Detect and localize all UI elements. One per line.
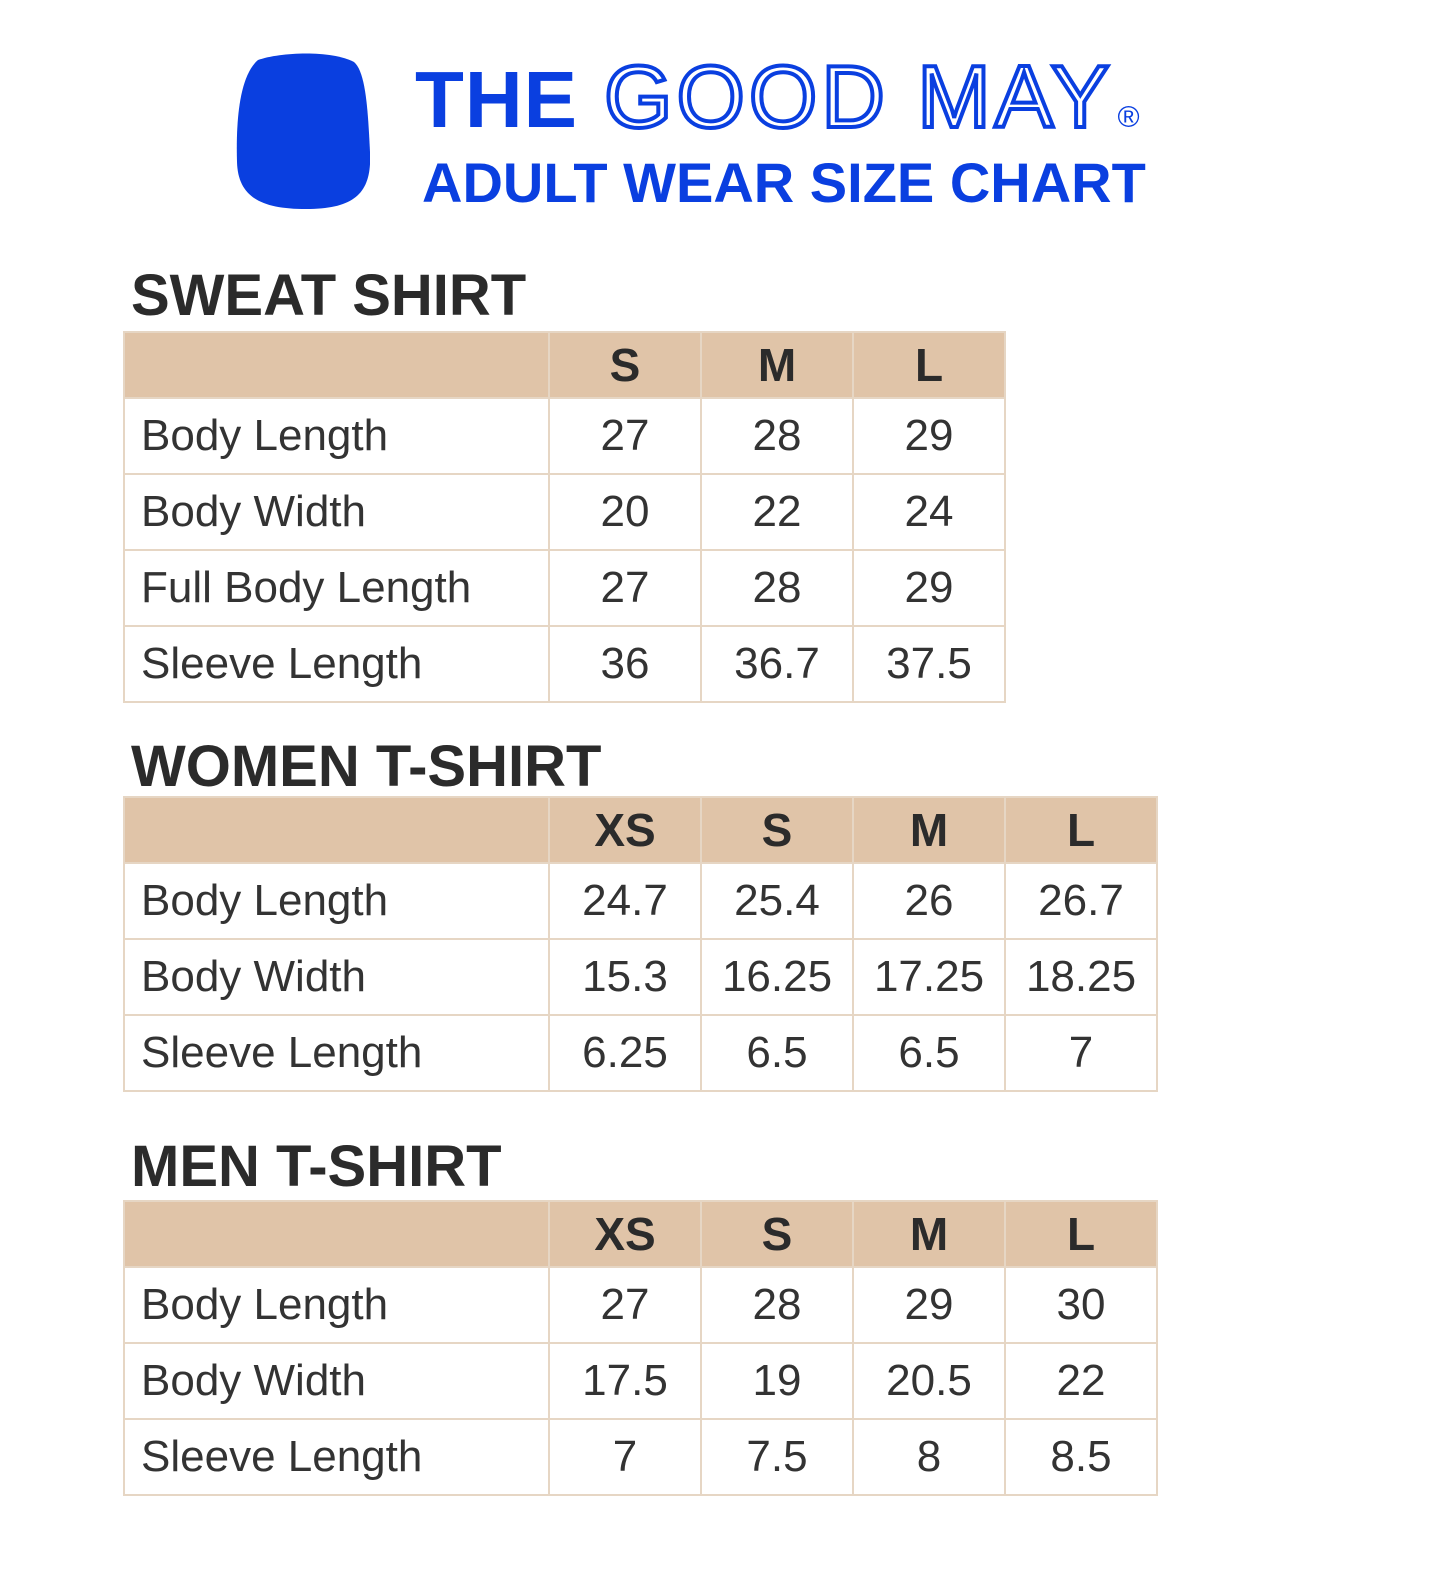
size-table-women-t-shirt — [123, 796, 1158, 1092]
table-cell: 29 — [853, 550, 1005, 626]
table-cell: 22 — [1005, 1343, 1157, 1419]
table-cell: 6.5 — [701, 1015, 853, 1091]
table-cell: 7 — [1005, 1015, 1157, 1091]
row-label: Body Length — [124, 863, 549, 939]
table-row — [124, 1343, 1157, 1419]
table-cell: 28 — [701, 1267, 853, 1343]
table-cell: 6.5 — [853, 1015, 1005, 1091]
table-cell: 7 — [549, 1419, 701, 1495]
logo-blob-icon — [236, 52, 370, 209]
size-header: S — [701, 1201, 853, 1267]
brand-the: THE — [415, 55, 578, 144]
table-cell: 22 — [701, 474, 853, 550]
header-empty-cell — [124, 1201, 549, 1267]
table-cell: 20 — [549, 474, 701, 550]
size-header: L — [853, 332, 1005, 398]
table-cell: 24.7 — [549, 863, 701, 939]
table-cell: 27 — [549, 1267, 701, 1343]
size-header: M — [853, 797, 1005, 863]
section-title-women-t-shirt: WOMEN T-SHIRT — [131, 734, 602, 799]
table-cell: 15.3 — [549, 939, 701, 1015]
table-cell: 29 — [853, 398, 1005, 474]
table-cell: 36.7 — [701, 626, 853, 702]
row-label: Body Width — [124, 939, 549, 1015]
size-header: XS — [549, 1201, 701, 1267]
table-row — [124, 626, 1005, 702]
row-label: Sleeve Length — [124, 626, 549, 702]
table-header-row — [124, 332, 1005, 398]
size-table-men-t-shirt — [123, 1200, 1158, 1496]
registered-mark: ® — [1117, 101, 1140, 134]
table-cell: 24 — [853, 474, 1005, 550]
size-header: XS — [549, 797, 701, 863]
brand-wordmark: GOOD MAY — [604, 47, 1114, 146]
table-cell: 30 — [1005, 1267, 1157, 1343]
table-header-row — [124, 1201, 1157, 1267]
table-row — [124, 1419, 1157, 1495]
table-row — [124, 1015, 1157, 1091]
table-cell: 25.4 — [701, 863, 853, 939]
table-row — [124, 1267, 1157, 1343]
section-title-sweat-shirt: SWEAT SHIRT — [131, 263, 527, 328]
table-row — [124, 550, 1005, 626]
size-table-sweat-shirt — [123, 331, 1006, 703]
row-label: Sleeve Length — [124, 1015, 549, 1091]
row-label: Body Width — [124, 474, 549, 550]
table-cell: 19 — [701, 1343, 853, 1419]
table-cell: 37.5 — [853, 626, 1005, 702]
brand-name — [415, 46, 1140, 146]
table-cell: 36 — [549, 626, 701, 702]
table-cell: 7.5 — [701, 1419, 853, 1495]
table-cell: 26 — [853, 863, 1005, 939]
table-header-row — [124, 797, 1157, 863]
header-empty-cell — [124, 332, 549, 398]
size-header: M — [853, 1201, 1005, 1267]
table-cell: 27 — [549, 398, 701, 474]
table-row — [124, 398, 1005, 474]
table-row — [124, 474, 1005, 550]
section-title-men-t-shirt: MEN T-SHIRT — [131, 1134, 502, 1199]
table-cell: 17.25 — [853, 939, 1005, 1015]
table-cell: 28 — [701, 550, 853, 626]
size-header: S — [701, 797, 853, 863]
table-cell: 29 — [853, 1267, 1005, 1343]
table-cell: 20.5 — [853, 1343, 1005, 1419]
table-cell: 27 — [549, 550, 701, 626]
table-cell: 26.7 — [1005, 863, 1157, 939]
row-label: Body Width — [124, 1343, 549, 1419]
size-header: S — [549, 332, 701, 398]
table-cell: 6.25 — [549, 1015, 701, 1091]
table-row — [124, 939, 1157, 1015]
table-row — [124, 863, 1157, 939]
size-header: L — [1005, 1201, 1157, 1267]
table-cell: 17.5 — [549, 1343, 701, 1419]
row-label: Sleeve Length — [124, 1419, 549, 1495]
row-label: Body Length — [124, 1267, 549, 1343]
table-cell: 8 — [853, 1419, 1005, 1495]
row-label: Body Length — [124, 398, 549, 474]
table-cell: 16.25 — [701, 939, 853, 1015]
table-cell: 28 — [701, 398, 853, 474]
table-cell: 18.25 — [1005, 939, 1157, 1015]
header-empty-cell — [124, 797, 549, 863]
table-cell: 8.5 — [1005, 1419, 1157, 1495]
size-header: M — [701, 332, 853, 398]
size-header: L — [1005, 797, 1157, 863]
row-label: Full Body Length — [124, 550, 549, 626]
chart-title: ADULT WEAR SIZE CHART — [422, 151, 1146, 214]
